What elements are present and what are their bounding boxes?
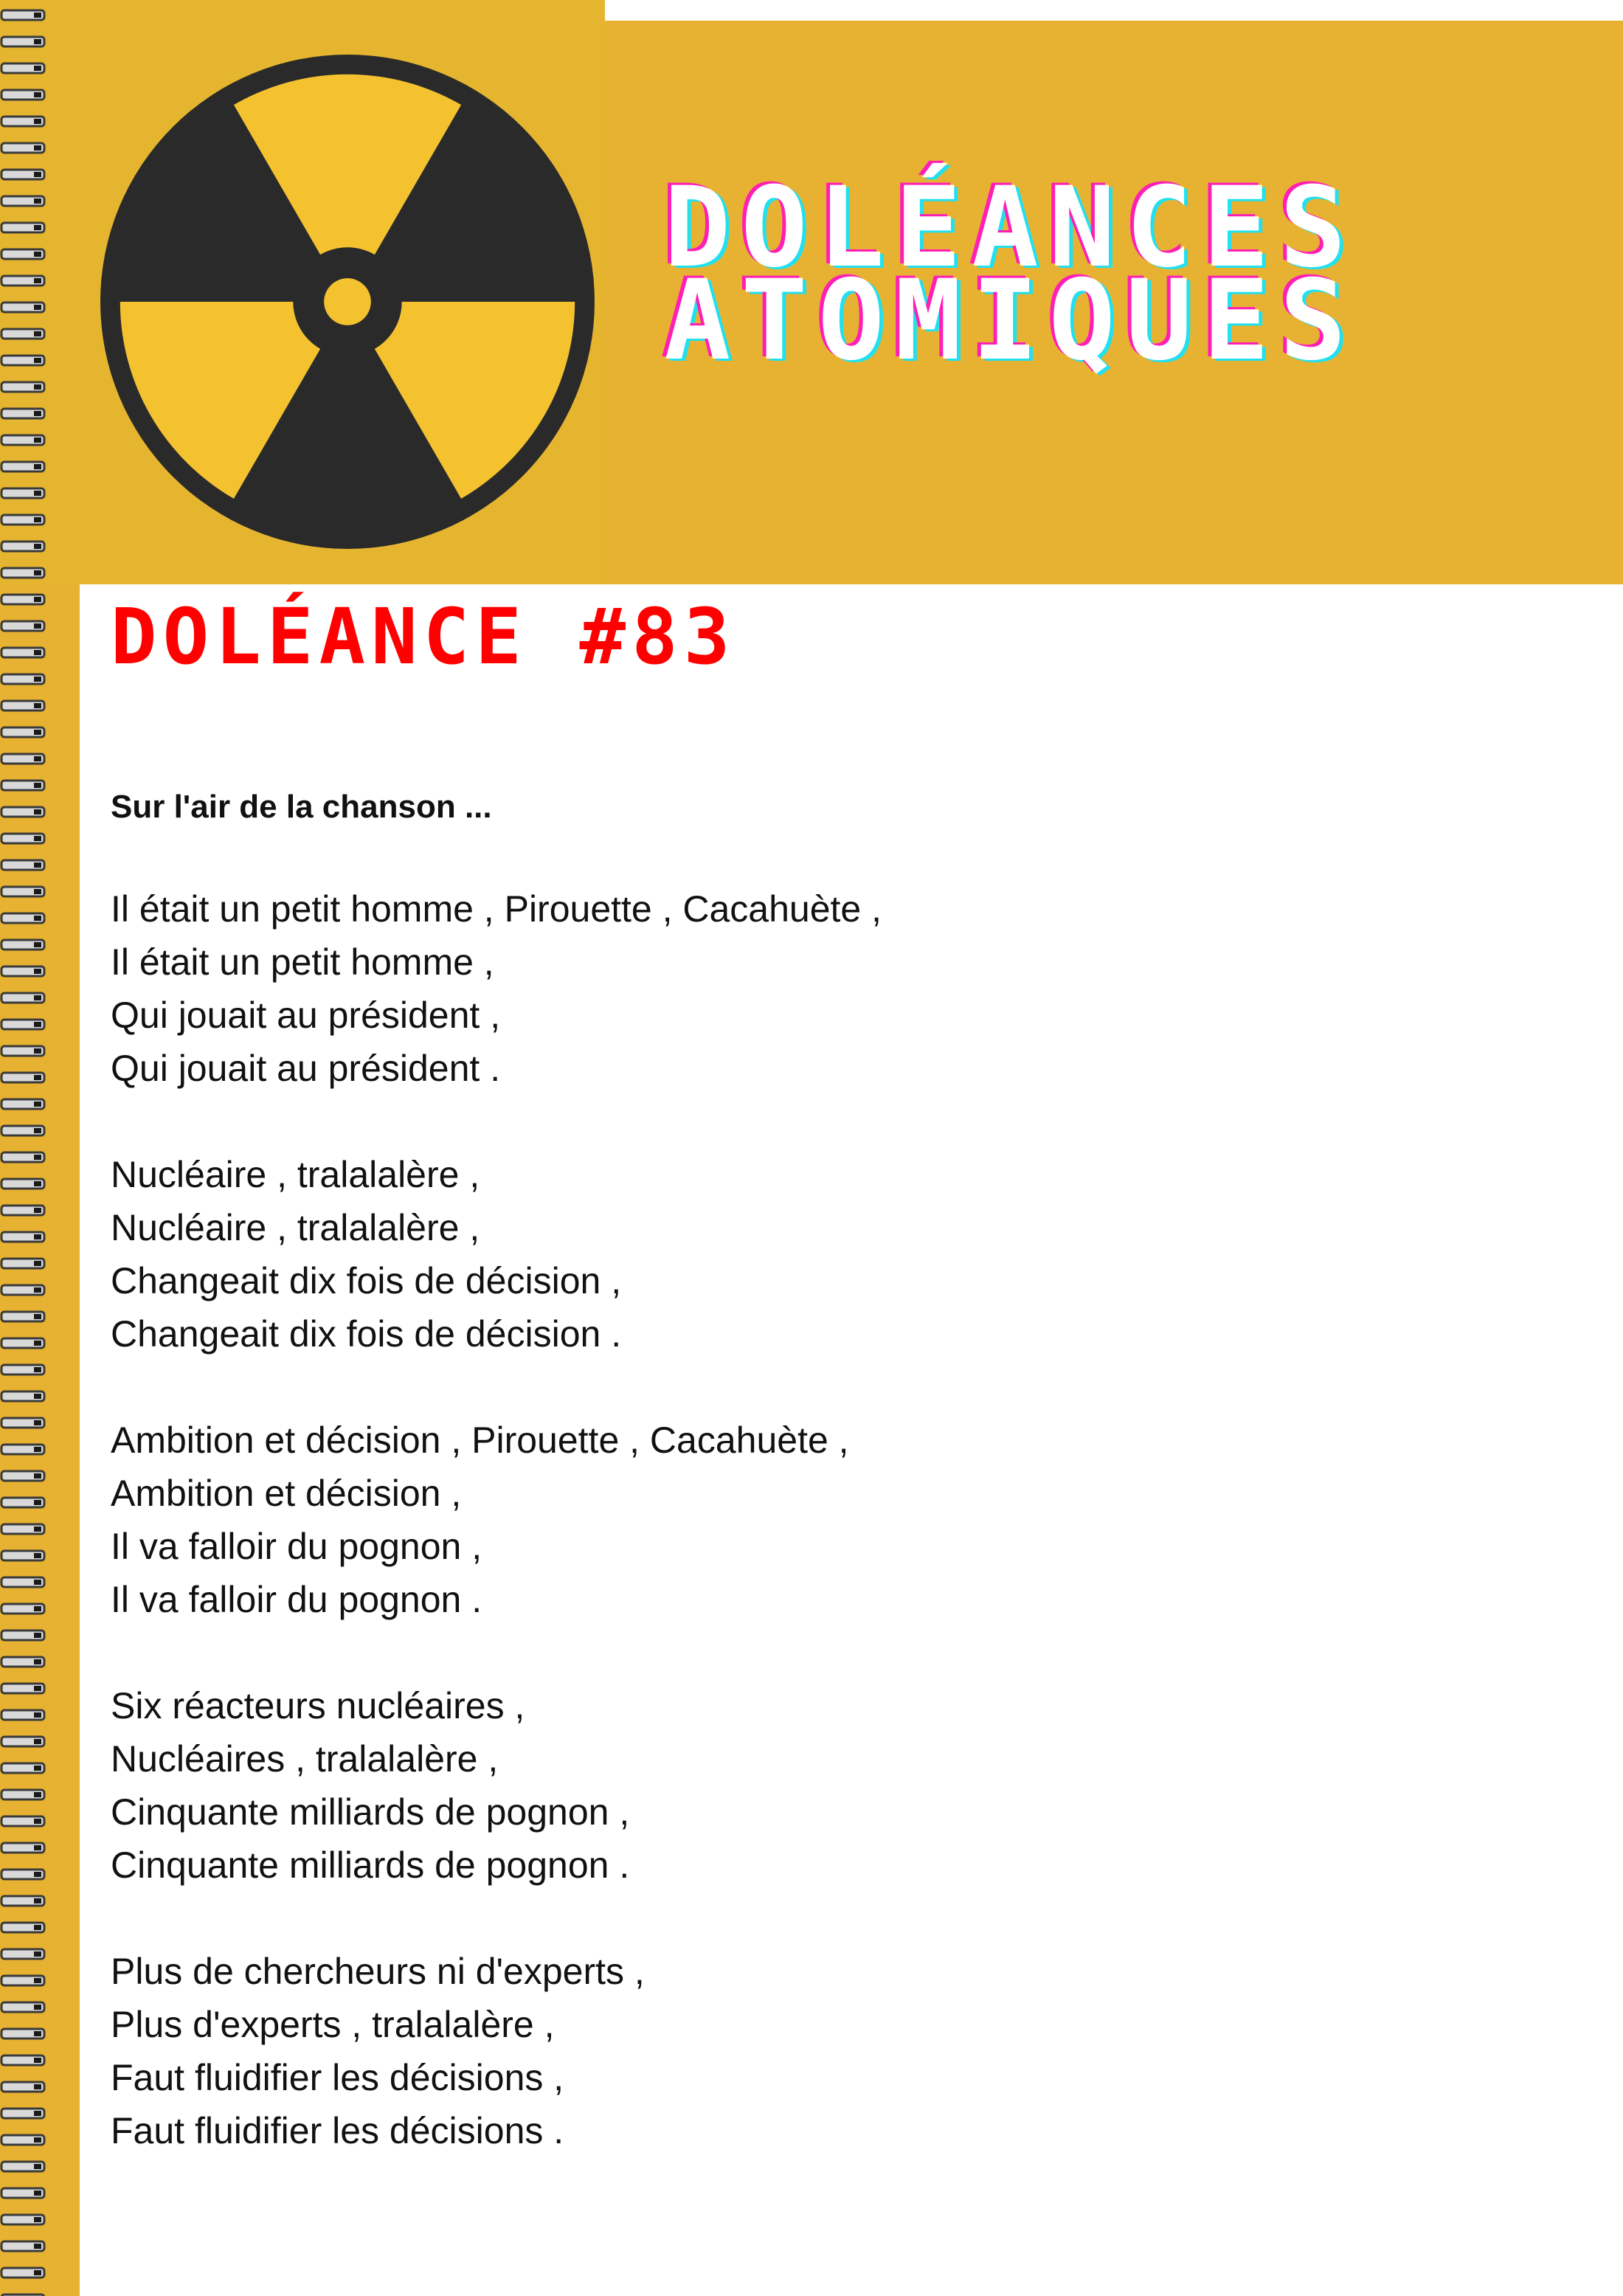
- lyric-line: Il était un petit homme ,: [111, 941, 494, 983]
- doleance-title: DOLÉANCE #83: [111, 592, 736, 682]
- spiral-hole: [34, 1394, 41, 1399]
- spiral-hole: [34, 836, 41, 841]
- lyric-line: Faut fluidifier les décisions .: [111, 2110, 564, 2151]
- spiral-hole: [34, 570, 41, 575]
- lyric-line: Nucléaire , tralalalère ,: [111, 1207, 480, 1248]
- spiral-hole: [34, 1261, 41, 1266]
- lyric-line: Il va falloir du pognon ,: [111, 1526, 482, 1567]
- spiral-hole: [34, 1872, 41, 1877]
- spiral-hole: [34, 1553, 41, 1558]
- spiral-hole: [34, 198, 41, 204]
- lyric-line: Qui jouait au président .: [111, 1048, 501, 1089]
- spiral-hole: [34, 1341, 41, 1346]
- spiral-hole: [34, 331, 41, 336]
- stanza: [111, 1414, 1557, 1626]
- spiral-hole: [34, 2190, 41, 2196]
- lyrics: [111, 882, 1557, 2210]
- spiral-hole: [34, 13, 41, 18]
- spiral-hole: [34, 1845, 41, 1850]
- spiral-hole: [34, 2217, 41, 2222]
- spiral-hole: [34, 1447, 41, 1452]
- spiral-hole: [34, 225, 41, 230]
- lyric-line: Changeait dix fois de décision ,: [111, 1260, 622, 1301]
- lyric-line: Plus de chercheurs ni d'experts ,: [111, 1951, 645, 1992]
- spiral-hole: [34, 1659, 41, 1664]
- spiral-hole: [34, 1526, 41, 1532]
- spiral-hole: [34, 1208, 41, 1213]
- spiral-hole: [34, 491, 41, 496]
- spiral-hole: [34, 1155, 41, 1160]
- spiral-hole: [34, 2058, 41, 2063]
- stanza: [111, 1945, 1557, 2157]
- spiral-hole: [34, 1925, 41, 1930]
- spiral-hole: [34, 305, 41, 310]
- spiral-hole: [34, 783, 41, 788]
- lyric-line: Nucléaire , tralalalère ,: [111, 1154, 480, 1195]
- spiral-hole: [34, 438, 41, 443]
- spiral-hole: [34, 703, 41, 708]
- song-intro: Sur l'air de la chanson ...: [111, 789, 492, 825]
- spiral-hole: [34, 92, 41, 97]
- spiral-hole: [34, 1128, 41, 1133]
- radiation-icon: [100, 55, 595, 549]
- spiral-hole: [34, 145, 41, 151]
- spiral-hole: [34, 66, 41, 71]
- spiral-hole: [34, 942, 41, 947]
- spiral-hole: [34, 1739, 41, 1744]
- spiral-hole: [34, 544, 41, 549]
- spiral-hole: [34, 384, 41, 390]
- spiral-hole: [34, 2005, 41, 2010]
- spiral-hole: [34, 1287, 41, 1293]
- spiral-hole: [34, 172, 41, 177]
- spiral-hole: [34, 1022, 41, 1027]
- spiral-hole: [34, 2084, 41, 2089]
- spiral-hole: [34, 1606, 41, 1611]
- spiral-hole: [34, 2111, 41, 2116]
- spiral-hole: [34, 252, 41, 257]
- spiral-hole: [34, 2270, 41, 2275]
- lyric-line: Il va falloir du pognon .: [111, 1579, 482, 1620]
- spiral-hole: [34, 1500, 41, 1505]
- spiral-hole: [34, 411, 41, 416]
- spiral-hole: [34, 969, 41, 974]
- spiral-hole: [34, 1951, 41, 1957]
- site-title: DOLÉANCES ATOMIQUES: [664, 164, 1357, 385]
- spiral-hole: [34, 597, 41, 602]
- spiral-hole: [34, 1102, 41, 1107]
- spiral-hole: [34, 1792, 41, 1797]
- spiral-hole: [34, 756, 41, 761]
- spiral-hole: [34, 862, 41, 868]
- spiral-binding: [0, 0, 52, 2296]
- lyric-line: Il était un petit homme , Pirouette , Cacahuète ,: [111, 888, 882, 930]
- lyric-line: Cinquante milliards de pognon ,: [111, 1791, 630, 1833]
- spiral-hole: [34, 464, 41, 469]
- spiral-hole: [34, 1712, 41, 1718]
- spiral-hole: [34, 2137, 41, 2143]
- spiral-hole: [34, 1686, 41, 1691]
- spiral-hole: [34, 1075, 41, 1080]
- spiral-hole: [34, 1234, 41, 1239]
- spiral-hole: [34, 1314, 41, 1319]
- spiral-hole: [34, 1181, 41, 1186]
- spiral-hole: [34, 995, 41, 1000]
- lyric-line: Six réacteurs nucléaires ,: [111, 1685, 525, 1726]
- spiral-hole: [34, 1766, 41, 1771]
- spiral-hole: [34, 39, 41, 44]
- lyric-line: Faut fluidifier les décisions ,: [111, 2057, 564, 2098]
- spiral-hole: [34, 916, 41, 921]
- spiral-hole: [34, 1473, 41, 1479]
- lyric-line: Ambition et décision , Pirouette , Cacahuète ,: [111, 1420, 849, 1461]
- lyric-line: Plus d'experts , tralalalère ,: [111, 2004, 555, 2045]
- spiral-hole: [34, 358, 41, 363]
- lyric-line: Nucléaires , tralalalère ,: [111, 1738, 499, 1780]
- spiral-hole: [34, 730, 41, 735]
- spiral-hole: [34, 2164, 41, 2169]
- stanza: [111, 882, 1557, 1095]
- spiral-hole: [34, 1819, 41, 1824]
- spiral-hole: [34, 119, 41, 124]
- spiral-hole: [34, 1048, 41, 1054]
- spiral-hole: [34, 1978, 41, 1983]
- spiral-hole: [34, 1580, 41, 1585]
- spiral-hole: [34, 623, 41, 629]
- spiral-hole: [34, 517, 41, 522]
- spiral-hole: [34, 278, 41, 283]
- spiral-hole: [34, 2244, 41, 2249]
- spiral-hole: [34, 2031, 41, 2036]
- spiral-hole: [34, 889, 41, 894]
- lyric-line: Cinquante milliards de pognon .: [111, 1844, 630, 1886]
- spiral-hole: [34, 809, 41, 815]
- stanza: [111, 1148, 1557, 1360]
- stanza: [111, 1679, 1557, 1892]
- spiral-hole: [34, 1898, 41, 1903]
- spiral-hole: [34, 1367, 41, 1372]
- spiral-hole: [34, 677, 41, 682]
- spiral-hole: [34, 650, 41, 655]
- lyric-line: Ambition et décision ,: [111, 1473, 462, 1514]
- spiral-hole: [34, 1633, 41, 1638]
- lyric-line: Qui jouait au président ,: [111, 995, 501, 1036]
- spiral-hole: [34, 1420, 41, 1425]
- lyric-line: Changeait dix fois de décision .: [111, 1313, 622, 1355]
